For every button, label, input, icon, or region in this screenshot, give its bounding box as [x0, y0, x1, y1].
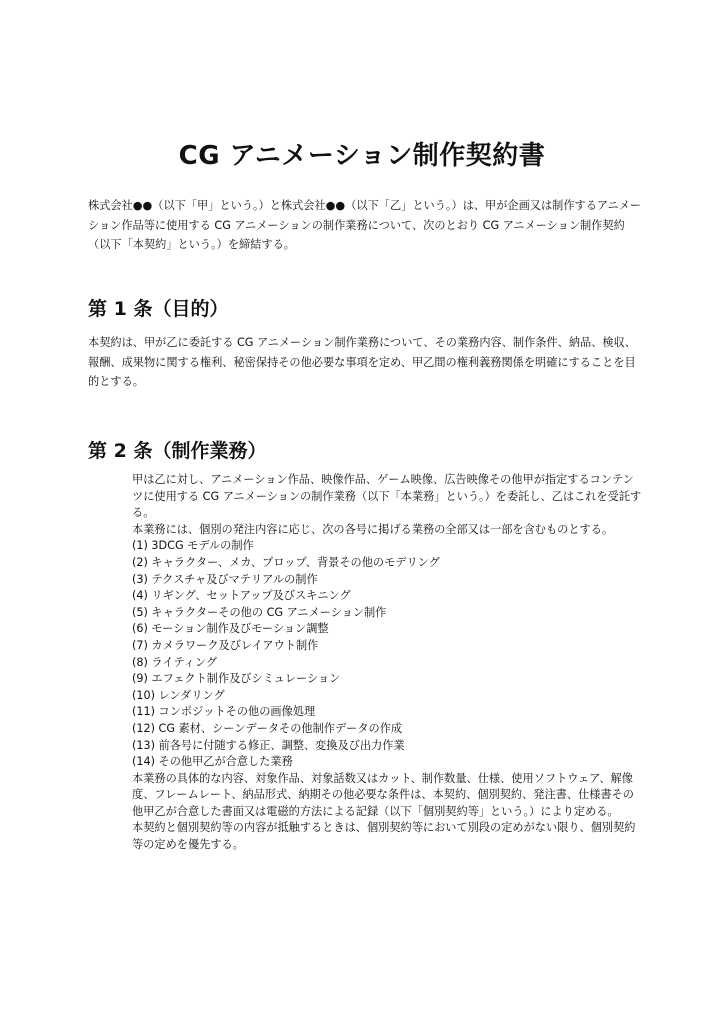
article-2-paragraph-1: 甲は乙に対し、アニメーション作品、映像作品、ゲーム映像、広告映像その他甲が指定するコンテンツに使用する CG アニメーションの制作業務（以下「本業務」という。）を委託し、乙はこれを受託する。 [132, 473, 642, 520]
list-item: (4) リギング、セットアップ及びスキニング [132, 589, 351, 603]
article-1-heading: 第 1 条（目的） [88, 298, 229, 320]
article-2-paragraph-4: 本契約と個別契約等の内容が抵触するときは、個別契約等において別段の定めがない限り、個別契約等の定めを優先する。 [132, 821, 636, 852]
article-2-body [132, 472, 642, 854]
document-title: CG アニメーション制作契約書 [178, 141, 546, 172]
list-item: (11) コンポジットその他の画像処理 [132, 705, 316, 719]
list-item: (8) ライティング [132, 655, 218, 669]
article-2-paragraph-2: 本業務には、個別の発注内容に応じ、次の各号に掲げる業務の全部又は一部を含むものとする。 [132, 522, 614, 536]
list-item: (12) CG 素材、シーンデータその他制作データの作成 [132, 721, 403, 735]
work-item-list [132, 538, 642, 770]
list-item: (9) エフェクト制作及びシミュレーション [132, 672, 341, 686]
list-item: (7) カメラワーク及びレイアウト制作 [132, 638, 319, 652]
list-item: (10) レンダリング [132, 688, 225, 702]
list-item: (3) テクスチャ及びマテリアルの制作 [132, 572, 318, 586]
list-item: (13) 前各号に付随する修正、調整、変換及び出力作業 [132, 738, 405, 752]
article-2-heading: 第 2 条（制作業務） [88, 440, 267, 462]
list-item: (1) 3DCG モデルの制作 [132, 539, 254, 553]
list-item: (2) キャラクター、メカ、プロップ、背景その他のモデリング [132, 555, 440, 569]
article-2-paragraph-3: 本業務の具体的な内容、対象作品、対象話数又はカット、制作数量、仕様、使用ソフトウェア、解像度、フレームレート、納品形式、納期その他必要な条件は、本契約、個別契約、発注書、仕様書その他甲乙が合意した書面又は電磁的方法による記録（以下「個別契約等」という。）により定める。 [132, 771, 634, 818]
preamble-paragraph: 株式会社●●（以下「甲」という。）と株式会社●●（以下「乙」という。）は、甲が企画又は制作するアニメーション作品等に使用する CG アニメーションの制作業務について、次のとおり CG アニメーション制作契約（以下「本契約」という。）を締結する。 [88, 199, 642, 251]
list-item: (5) キャラクターその他の CG アニメーション制作 [132, 605, 387, 619]
article-1-body: 本契約は、甲が乙に委託する CG アニメーション制作業務について、その業務内容、制作条件、納品、検収、報酬、成果物に関する権利、秘密保持その他必要な事項を定め、甲乙間の権利義務関係を明確にすることを目的とする。 [88, 336, 636, 388]
list-item: (14) その他甲乙が合意した業務 [132, 755, 293, 769]
list-item: (6) モーション制作及びモーション調整 [132, 622, 329, 636]
